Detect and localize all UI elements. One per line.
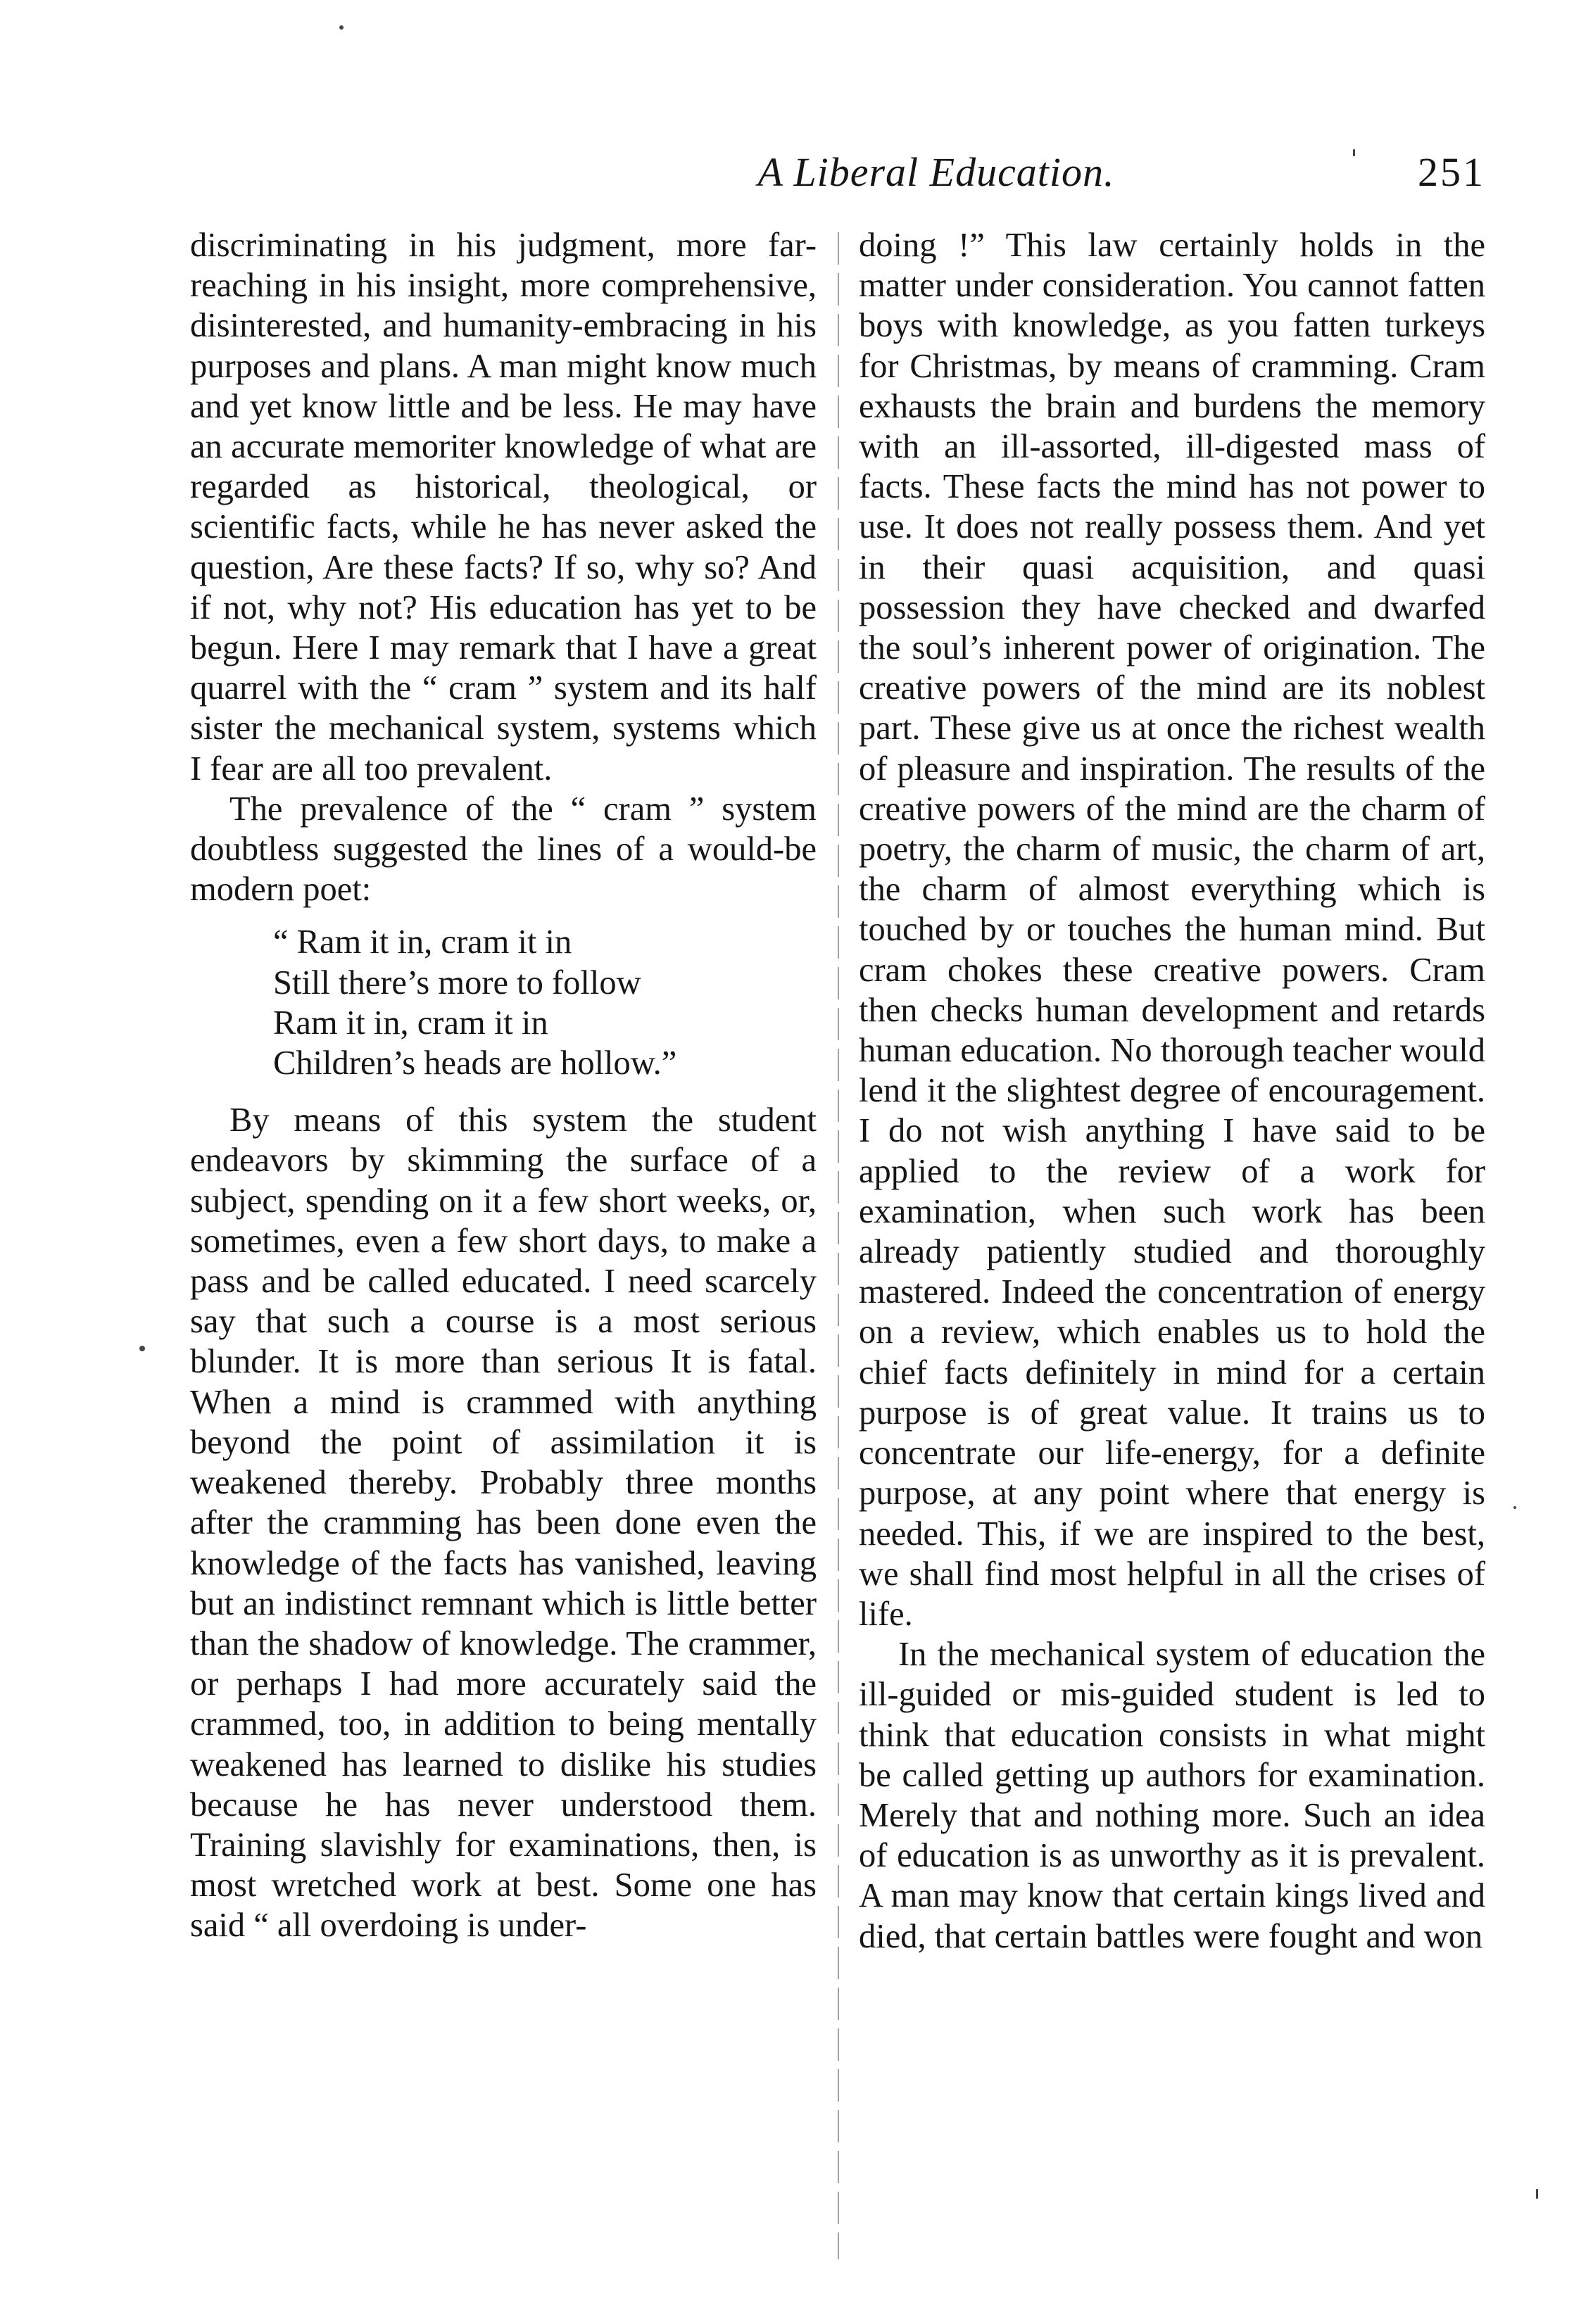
print-speck [1353,149,1355,156]
page-number: 251 [1418,149,1485,195]
print-speck [1536,2189,1538,2199]
print-speck [139,1346,145,1351]
paragraph: doing !” This law certainly holds in the matter under consideration. You cannot fatten boys with knowledge, as you fatten turkeys for Christmas, by means of cramming. Cram exhausts the brain and burdens the memory with an ill-assorted, ill-digested mass of facts. These facts the mind has not power to use. It does not really possess them. And yet in their quasi acquisition, and quasi possession they have checked and dwarfed the soul’s inherent power of origination. The creative powers of the mind are its noblest part. These give us at once the richest wealth of pleasure and inspiration. The results of the creative powers of the mind are the charm of poetry, the charm of music, the charm of art, the charm of almost everything which is touched by or touches the human mind. But cram chokes these creative powers. Cram then checks human development and retards human education. No thorough teacher would lend it the slightest degree of encouragement. I do not wish anything I have said to be applied to the review of a work for examination, when such work has been already patiently studied and thoroughly mastered. Indeed the concentration of energy on a review, which enables us to hold the chief facts definitely in mind for a certain purpose is of great value. It trains us to concentrate our life-energy, for a definite purpose, at any point where that energy is needed. This, if we are inspired to the best, we shall find most helpful in all the crises of life. [859,227,1485,1633]
left-column [190,225,817,1946]
page-header [190,144,1499,201]
paragraph: The prevalence of the “ cram ” system doubtless suggested the lines of a would-be modern poet: [190,790,817,909]
verse-line: Ram it in, cram it in [273,1004,548,1042]
paragraph: discriminating in his judgment, more far-reaching in his insight, more comprehensive, disinterested, and humanity-embracing in his purposes and plans. A man might know much and yet know little and be less. He may have an accurate memoriter knowledge of what are regarded as historical, theological, or scientific facts, while he has never asked the question, Are these facts? If so, why so? And if not, why not? His education has yet to be begun. Here I may remark that I have a great quarrel with the “ cram ” system and its half sister the mechanical system, systems which I fear are all too prevalent. [190,227,817,788]
column-divider [838,232,839,2259]
poem-quote [190,922,817,1083]
running-title: A Liberal Education. [757,149,1115,195]
paragraph: In the mechanical system of education the ill-guided or mis-guided student is led to think that education consists in what might be called getting up authors for examination. Merely that and nothing more. Such an idea of education is as unworthy as it is prevalent. A man may know that certain kings lived and died, that certain battles were fought and won [859,1636,1485,1955]
right-column [859,225,1485,1957]
verse-line: Still there’s more to follow [273,964,641,1002]
verse-line: Children’s heads are hollow.” [273,1044,677,1082]
verse-line: “ Ram it in, cram it in [273,923,572,961]
paragraph: By means of this system the student endeavors by skimming the surface of a subject, spending on it a few short weeks, or, sometimes, even a few short days, to make a pass and be called educated. I need scarcely say that such a course is a most serious blunder. It is more than serious It is fatal. When a mind is crammed with anything beyond the point of assimilation it is weakened thereby. Probably three months after the cramming has been done even the knowledge of the facts has vanished, leaving but an indistinct remnant which is little better than the shadow of knowledge. The crammer, or perhaps I had more accurately said the crammed, too, in addition to being mentally weakened has learned to dislike his studies because he has never understood them. Training slavishly for examinations, then, is most wretched work at best. Some one has said “ all overdoing is under- [190,1101,817,1945]
print-speck [339,25,344,30]
print-speck [1513,1506,1516,1509]
